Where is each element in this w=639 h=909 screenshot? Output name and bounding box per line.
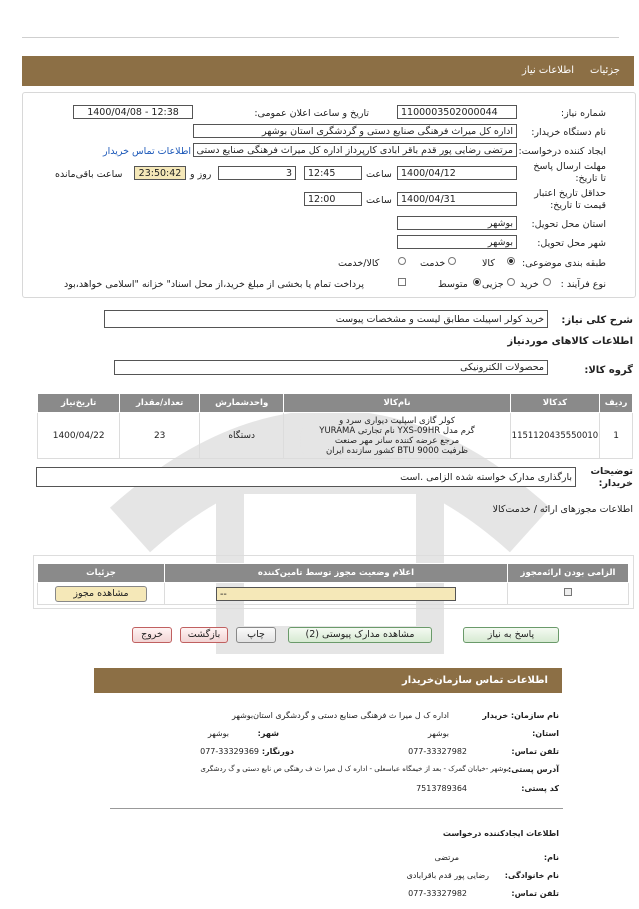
- announce-label: تاریخ و ساعت اعلان عمومی:: [254, 108, 369, 119]
- category-label: طبقه بندی موضوعی:: [521, 258, 606, 269]
- permits-table-header: [38, 564, 629, 583]
- tab-need-info[interactable]: اطلاعات نیاز: [522, 65, 574, 76]
- permit-status-field: --: [216, 587, 456, 601]
- category-both-label: کالا/خدمت: [338, 258, 380, 269]
- contact-divider: [110, 808, 563, 809]
- summary-label: شرح کلی نیاز:: [561, 315, 633, 326]
- validity-date-field: 1400/04/31: [397, 192, 517, 206]
- contact-postal-value: 7513789364: [416, 784, 467, 793]
- table-row: [38, 413, 633, 459]
- cell-required: [508, 583, 629, 605]
- table-row: [38, 583, 629, 605]
- col-code: کدکالا: [510, 394, 600, 413]
- cell-name-line: گرم مدل YXS-09HR نام تجارتی YURAMA: [319, 425, 475, 436]
- cell-qty: 23: [120, 413, 200, 459]
- days-field: 3: [218, 166, 296, 180]
- cell-details: [38, 583, 165, 605]
- contact-phone-value: 077-33327982: [408, 747, 467, 756]
- goods-group-field: محصولات الکترونیکی: [114, 360, 548, 375]
- city-field: بوشهر: [397, 235, 517, 249]
- category-goods-radio[interactable]: [507, 257, 515, 265]
- remaining-time-field: 23:50:42: [134, 166, 186, 180]
- contact-fax-label: دورنگار:: [261, 747, 294, 756]
- buyer-notes-field: بارگذاری مدارک خواسته شده الزامی .است: [36, 467, 576, 487]
- cell-code: 1151120435550010: [510, 413, 600, 459]
- summary-field: خرید کولر اسپیلت مطابق لیست و مشخصات پیوست: [104, 310, 548, 328]
- contact-city-value: بوشهر: [207, 729, 229, 738]
- category-service-radio[interactable]: [448, 257, 456, 265]
- cell-status: [165, 583, 508, 605]
- contact-org-value: اداره ک ل میرا ث فرهنگی صنایع دستی و گردشگری استان‌بوشهر: [231, 711, 449, 720]
- category-both-radio[interactable]: [398, 257, 406, 265]
- goods-section-title: اطلاعات کالاهای موردنیاز: [507, 336, 633, 347]
- col-unit: واحدشمارش: [200, 394, 284, 413]
- col-details: جزئیات: [38, 564, 165, 583]
- province-field: بوشهر: [397, 216, 517, 230]
- reply-time-field: 12:45: [304, 166, 362, 180]
- process-purchase-radio[interactable]: [543, 278, 551, 286]
- contact-fax-value: 077-33329369: [200, 747, 259, 756]
- cell-name: [284, 413, 510, 459]
- need-number-field: 1100003502000044: [397, 105, 517, 119]
- reply-date-field: 1400/04/12: [397, 166, 517, 180]
- cell-unit: دستگاه: [200, 413, 284, 459]
- back-button[interactable]: بازگشت: [180, 627, 228, 643]
- col-row: ردیف: [600, 394, 633, 413]
- creator-name-value: مرتضی: [434, 853, 459, 862]
- col-date: تاریخ‌نیاز: [38, 394, 120, 413]
- col-status: اعلام وضعیت مجوز توسط تامین‌کننده: [165, 564, 508, 583]
- col-required: الزامی بودن ارائه‌مجوز: [508, 564, 629, 583]
- creator-phone-value: 077-33327982: [408, 889, 467, 898]
- validity-time-label: ساعت: [366, 195, 392, 206]
- category-service-label: خدمت: [420, 258, 446, 269]
- col-qty: تعداد/مقدار: [120, 394, 200, 413]
- required-checkbox: [564, 588, 572, 596]
- permits-title: اطلاعات مجوزهای ارائه / خدمت‌کالا: [492, 504, 633, 515]
- tab-details[interactable]: جزئیات: [590, 65, 620, 76]
- contact-address-label: آدرس پستی:: [508, 765, 559, 774]
- contact-province-label: استان:: [532, 729, 559, 738]
- process-medium-radio[interactable]: [473, 278, 481, 286]
- payment-note: پرداخت تمام یا بخشی از مبلغ خرید،از محل اسناد" خزانه "اسلامی خواهد،بود: [64, 279, 364, 290]
- goods-group-label: گروه کالا:: [584, 365, 633, 376]
- reply-deadline-label: مهلت ارسال پاسخ تا تاریخ:: [533, 161, 606, 184]
- contact-header: [94, 668, 562, 693]
- header-bar: [22, 56, 634, 86]
- cell-date: 1400/04/22: [38, 413, 120, 459]
- creator-phone-label: تلفن تماس:: [511, 889, 559, 898]
- process-purchase-label: خرید: [520, 279, 539, 290]
- buyer-org-field: اداره کل میراث فرهنگی صنایع دستی و گردشگری استان بوشهر: [193, 124, 517, 138]
- view-permit-button[interactable]: مشاهده مجوز: [55, 586, 147, 602]
- reply-time-label: ساعت: [366, 169, 392, 180]
- buyer-notes-label: توضیحات خریدار:: [590, 466, 633, 489]
- goods-table-header: [38, 394, 633, 413]
- process-minor-label: جزیی: [482, 279, 504, 290]
- creator-field: مرتضی رضایی پور قدم باقر ابادی کارپرداز اداره کل میراث فرهنگی صنایع دستی: [193, 143, 517, 157]
- category-goods-label: کالا: [482, 258, 495, 269]
- buyer-org-label: نام دستگاه خریدار:: [531, 127, 606, 138]
- contact-info-link[interactable]: اطلاعات تماس خریدار: [103, 146, 192, 157]
- view-docs-button[interactable]: مشاهده مدارک پیوستی (2): [288, 627, 432, 643]
- contact-province-value: بوشهر: [427, 729, 449, 738]
- validity-time-field: 12:00: [304, 192, 362, 206]
- contact-org-label: نام سازمان: خریدار: [482, 711, 559, 720]
- creator-info-title: اطلاعات ایجادکننده درخواست: [442, 829, 559, 838]
- announce-field: 1400/04/08 - 12:38: [73, 105, 193, 119]
- days-label: روز و: [190, 169, 212, 180]
- contact-city-label: شهر:: [257, 729, 279, 738]
- creator-family-label: نام خانوادگی:: [504, 871, 559, 880]
- cell-name-line: ظرفیت 9000 BTU کشور سازنده ایران: [325, 445, 469, 456]
- contact-phone-label: تلفن تماس:: [511, 747, 559, 756]
- need-number-label: شماره نیاز:: [560, 108, 606, 119]
- creator-family-value: رضایی پور قدم باقرابادی: [406, 871, 489, 880]
- exit-button[interactable]: خروج: [132, 627, 172, 643]
- cell-name-line: کولر گازی اسپلیت دیواری سرد و: [339, 415, 455, 426]
- process-minor-radio[interactable]: [507, 278, 515, 286]
- goods-table: [37, 393, 633, 459]
- creator-name-label: نام:: [543, 853, 559, 862]
- process-label: نوع فرآیند :: [560, 279, 606, 290]
- top-divider: [22, 37, 619, 38]
- remaining-label: ساعت باقی‌مانده: [55, 169, 123, 180]
- city-label: شهر محل تحویل:: [537, 238, 606, 249]
- contact-postal-label: کد پستی:: [521, 784, 559, 793]
- contact-address-value: بوشهر -خیابان گمرک - بعد از خیمگاه عباسعلی - اداره ک ل میرا ث ف رهنگی ص نایع دستی و گ ردشگری: [200, 765, 509, 773]
- province-label: استان محل تحویل:: [531, 219, 606, 230]
- creator-label: ایجاد کننده درخواست:: [518, 146, 606, 157]
- reply-button[interactable]: پاسخ به نیاز: [463, 627, 559, 643]
- print-button[interactable]: چاپ: [236, 627, 276, 643]
- process-medium-label: متوسط: [438, 279, 468, 290]
- permits-table: [37, 563, 629, 605]
- cell-name-line: مرجع عرضه کننده سانر مهر صنعت: [334, 435, 460, 446]
- validity-label: حداقل تاریخ اعتبار قیمت تا تاریخ:: [534, 188, 606, 211]
- payment-checkbox[interactable]: [398, 278, 406, 286]
- col-name: نام‌کالا: [284, 394, 510, 413]
- contact-title: اطلاعات تماس سازمان‌خریدار: [401, 675, 548, 686]
- cell-row: 1: [600, 413, 633, 459]
